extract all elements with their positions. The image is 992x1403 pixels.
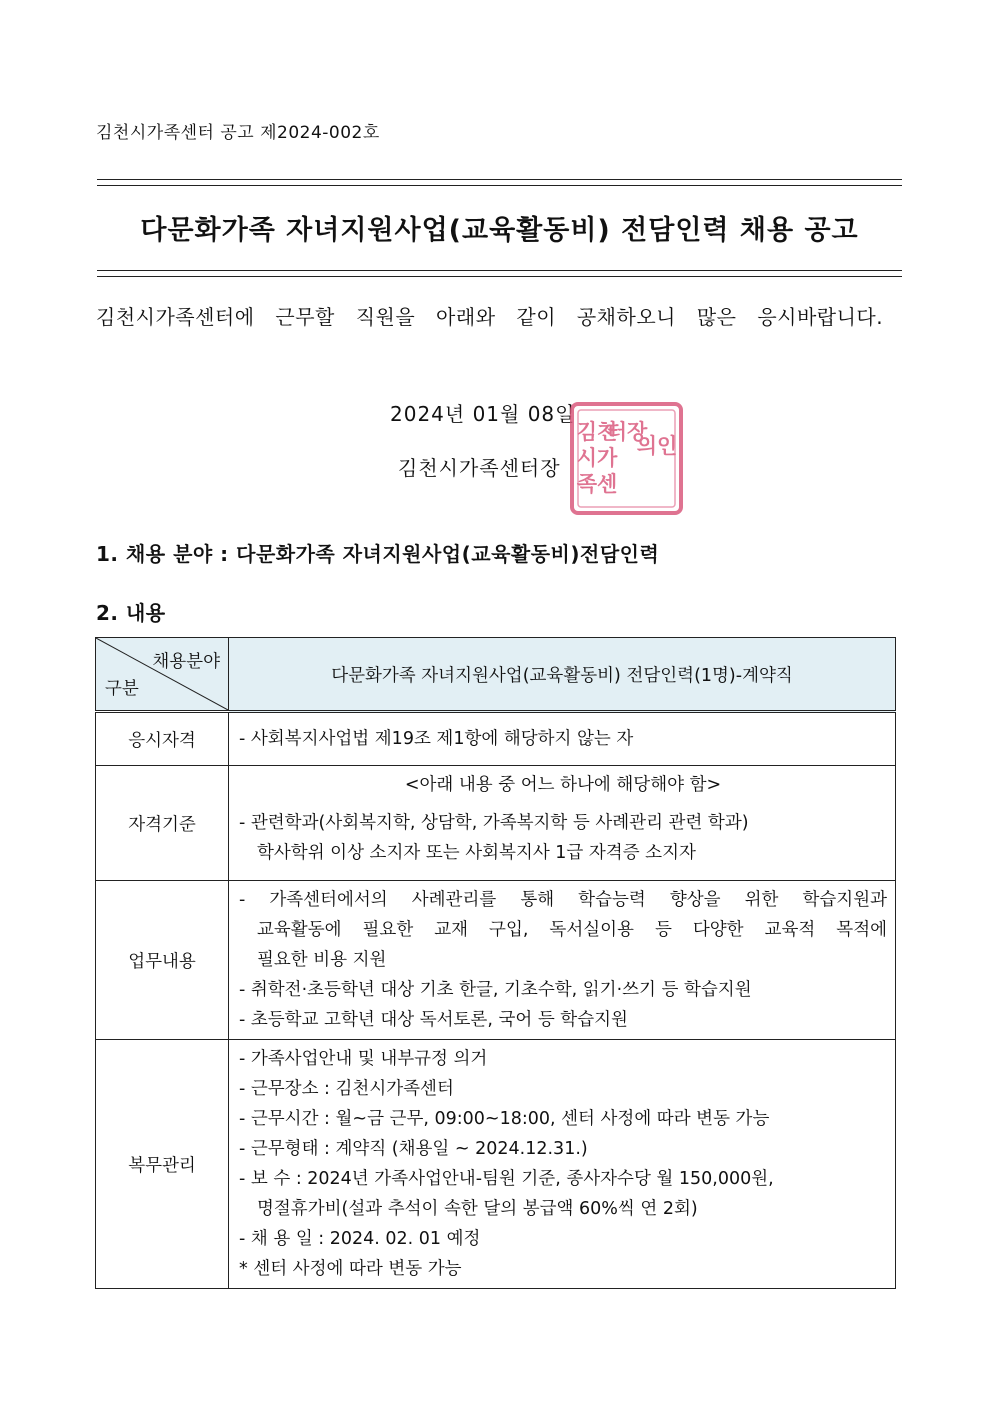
content-line: 학사학위 이상 소지자 또는 사회복지사 1급 자격증 소지자 [257,843,696,863]
content-line: 필요한 비용 지원 [257,950,387,970]
table-row [96,1040,896,1289]
corner-label-field: 채용분야 [152,652,220,672]
qualification-note: <아래 내용 중 어느 하나에 해당해야 함> [404,775,722,795]
page-title: 다문화가족 자녀지원사업(교육활동비) 전담인력 채용 공고 [140,215,859,246]
content-line: - 취학전·초등학년 대상 기초 한글, 기초수학, 읽기·쓰기 등 학습지원 [239,980,752,1000]
section-heading-recruit-field: 1. 채용 분야 : 다문화가족 자녀지원사업(교육활동비)전담인력 [96,542,660,566]
title-bottom-rule [97,270,902,277]
corner-label-category: 구분 [105,679,139,699]
row-content [229,1040,896,1289]
row-label: 업무내용 [96,881,229,1040]
notice-number: 김천시가족센터 공고 제2024-002호 [96,123,380,143]
row-label: 응시자격 [96,712,229,766]
seal-glyph: 의인 [636,434,678,458]
notice-date: 2024년 01월 08일 [390,402,576,426]
content-line: * 센터 사정에 따라 변동 가능 [239,1259,462,1279]
content-line: - 가족사업안내 및 내부규정 의거 [239,1049,488,1069]
table-row [96,712,896,766]
seal-glyph: 시가 [576,446,618,470]
table-row [96,766,896,881]
table-corner-cell [96,638,229,712]
content-line: - 보 수 : 2024년 가족사업안내-팀원 기준, 종사자수당 월 150,000원, [239,1169,774,1189]
section-heading-content: 2. 내용 [96,601,166,625]
seal-glyph: 터장 [606,420,648,444]
official-seal-icon [569,401,684,516]
title-top-rule [97,179,902,186]
content-line: - 근무장소 : 김천시가족센터 [239,1079,454,1099]
content-line: - 초등학교 고학년 대상 독서토론, 국어 등 학습지원 [239,1010,628,1030]
seal-glyph: 김천 [576,420,618,444]
issuer-name: 김천시가족센터장 [398,456,561,480]
row-content [229,766,896,881]
table-header-title: 다문화가족 자녀지원사업(교육활동비) 전담인력(1명)-계약직 [229,638,896,712]
row-content [229,881,896,1040]
content-line: 명절휴가비(설과 추석이 속한 달의 봉급액 60%씩 연 2회) [257,1199,698,1219]
seal-glyph: 족센 [576,472,618,496]
content-line: - 채 용 일 : 2024. 02. 01 예정 [239,1229,481,1249]
row-label: 복무관리 [96,1040,229,1289]
table-row [96,881,896,1040]
table-header-row [96,638,896,712]
content-line: 교육활동에 필요한 교재 구입, 독서실이용 등 다양한 교육적 목적에 [257,920,887,940]
row-content [229,712,896,766]
intro-paragraph: 김천시가족센터에 근무할 직원을 아래와 같이 공채하오니 많은 응시바랍니다. [96,305,884,329]
content-line: - 근무형태 : 계약직 (채용일 ~ 2024.12.31.) [239,1139,588,1159]
content-line: - 사회복지사업법 제19조 제1항에 해당하지 않는 자 [239,729,634,749]
row-label: 자격기준 [96,766,229,881]
content-line: - 관련학과(사회복지학, 상담학, 가족복지학 등 사례관리 관련 학과) [239,813,749,833]
content-line: - 가족센터에서의 사례관리를 통해 학습능력 향상을 위한 학습지원과 [239,890,887,910]
content-line: - 근무시간 : 월~금 근무, 09:00~18:00, 센터 사정에 따라 변동 가능 [239,1109,770,1129]
recruitment-table [95,637,896,1289]
